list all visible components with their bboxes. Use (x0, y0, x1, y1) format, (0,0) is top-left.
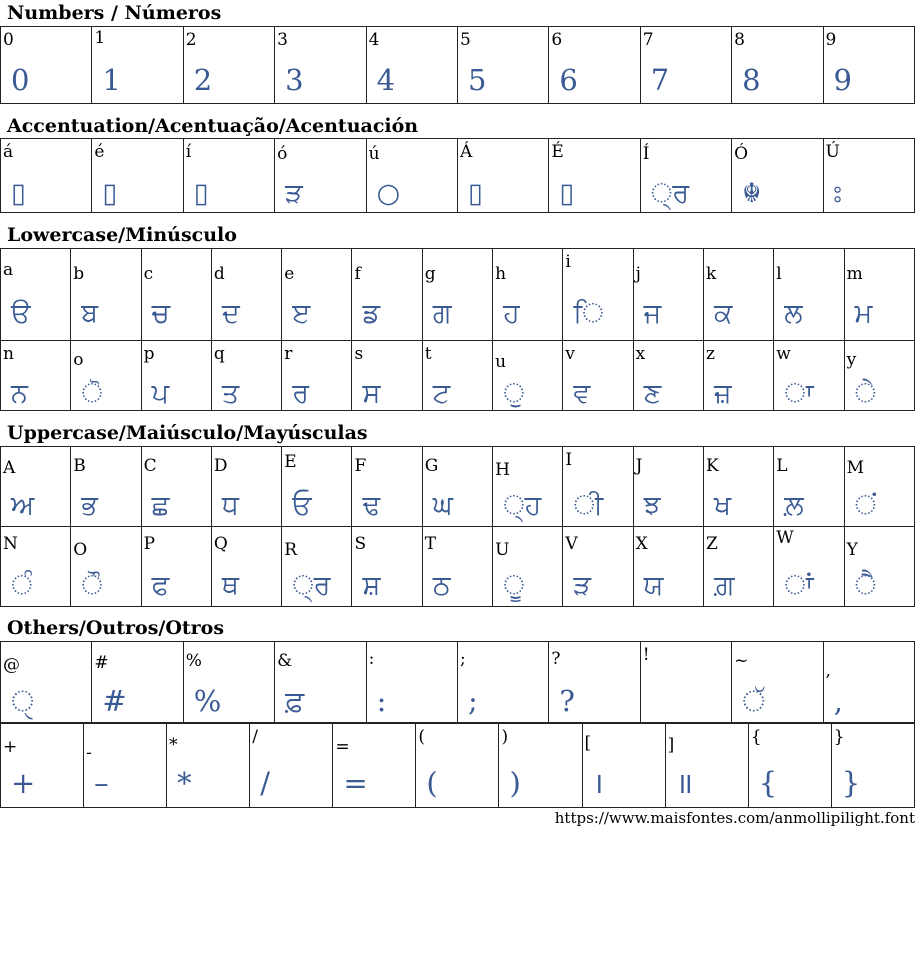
key-label: ) (501, 727, 509, 747)
glyph-cell-lower2-t (422, 341, 492, 411)
glyph-sample: + (11, 766, 36, 800)
glyph-cell-upper1-l (774, 447, 844, 527)
glyph-cell-upper1-e (282, 447, 352, 527)
key-label: S (354, 534, 367, 554)
key-label: x (635, 344, 646, 364)
glyph-cell-upper1-k (703, 447, 773, 527)
key-label: * (169, 735, 178, 755)
glyph-sample: ੍ਰ (650, 178, 690, 209)
key-label: 9 (825, 30, 837, 50)
glyph-cell-accent-c393 (732, 139, 823, 213)
glyph-sample: ੲ (292, 298, 311, 329)
key-label: W (776, 528, 794, 548)
glyph-sample: 8 (742, 63, 761, 97)
glyph-cell-lower2-r (282, 341, 352, 411)
key-label: a (3, 260, 14, 280)
key-label: Í (642, 144, 650, 164)
key-label: F (354, 456, 367, 476)
glyph-sample: ਨ (11, 378, 28, 409)
glyph-cell-upper2-t (422, 527, 492, 607)
glyph-sample: ੱ (742, 684, 766, 718)
key-label: 4 (368, 30, 380, 50)
numbers-grid (0, 26, 915, 104)
glyph-cell-numbers-5 (457, 27, 548, 104)
glyph-sample: ▯ (193, 178, 209, 209)
uppercase-grid (0, 446, 915, 607)
key-label: { (750, 727, 762, 747)
glyph-sample: ⦂ (833, 178, 842, 209)
glyph-sample: ਦ (221, 298, 240, 329)
glyph-sample: % (193, 684, 222, 718)
glyph-cell-lower2-s (352, 341, 422, 411)
glyph-cell-lower1-i (563, 249, 633, 341)
glyph-sample: ਗ਼ (713, 570, 735, 601)
glyph-cell-numbers-4 (366, 27, 457, 104)
glyph-cell-numbers-0 (1, 27, 92, 104)
key-label: z (705, 344, 715, 364)
key-label: Á (459, 142, 473, 162)
glyph-sample: ੰ (11, 570, 33, 601)
key-label: N (3, 534, 18, 554)
glyph-cell-others1-at (1, 642, 92, 723)
glyph-cell-upper2-v (563, 527, 633, 607)
glyph-sample: ਓ (292, 490, 312, 521)
glyph-cell-upper1-b (71, 447, 141, 527)
glyph-cell-upper1-h (493, 447, 563, 527)
glyph-sample: ਖ (713, 490, 732, 521)
section-title-uppercase: Uppercase/Maiúsculo/Mayúsculas (7, 422, 368, 444)
key-label: G (424, 456, 439, 476)
section-title-accentuation: Accentuation/Acentuação/Acentuación (7, 115, 419, 137)
glyph-cell-upper2-q (211, 527, 281, 607)
key-label: e (284, 264, 295, 284)
glyph-sample: ੀ (573, 490, 604, 521)
glyph-cell-numbers-3 (275, 27, 366, 104)
key-label: C (143, 456, 157, 476)
glyph-cell-lower2-w (774, 341, 844, 411)
key-label: k (705, 264, 717, 284)
glyph-sample: { (758, 766, 778, 800)
key-label: H (495, 460, 510, 480)
glyph-cell-others2-slash (250, 724, 333, 808)
glyph-cell-accent-c381 (457, 139, 548, 213)
key-label: 1 (94, 28, 106, 48)
lowercase-grid (0, 248, 915, 411)
glyph-sample: ਲ (784, 298, 803, 329)
key-label: } (833, 727, 845, 747)
glyph-sample: ਰ (292, 378, 309, 409)
glyph-cell-upper1-f (352, 447, 422, 527)
glyph-sample: ( (426, 766, 438, 800)
glyph-sample: ੋ (81, 378, 103, 409)
glyph-cell-lower1-d (211, 249, 281, 341)
glyph-cell-lower1-g (422, 249, 492, 341)
glyph-cell-numbers-9 (823, 27, 914, 104)
key-label: n (3, 344, 14, 364)
glyph-sample: = (343, 766, 368, 800)
glyph-cell-upper2-z (703, 527, 773, 607)
glyph-sample: ਾਂ (784, 570, 814, 601)
key-label: 3 (277, 30, 288, 50)
section-title-lowercase: Lowercase/Minúsculo (7, 224, 237, 246)
key-label: 5 (459, 30, 471, 50)
glyph-sample: 1 (102, 63, 121, 97)
key-label: [ (584, 733, 592, 753)
glyph-sample: ਛ (151, 490, 170, 521)
glyph-sample: ○ (376, 178, 401, 209)
glyph-sample: ; (467, 684, 478, 718)
key-label: d (213, 264, 225, 284)
glyph-cell-lower2-y (844, 341, 914, 411)
glyph-sample: ੜ (573, 570, 592, 601)
glyph-sample: ਫ਼ (285, 684, 305, 718)
glyph-sample: ਥ (221, 570, 240, 601)
source-url: https://www.maisfontes.com/anmollipilight.font (554, 809, 915, 827)
glyph-cell-upper1-c (141, 447, 211, 527)
glyph-sample: ਠ (432, 570, 451, 601)
section-title-numbers: Numbers / Números (7, 2, 222, 24)
glyph-cell-upper2-u (493, 527, 563, 607)
key-label: p (143, 344, 155, 364)
glyph-sample: – (94, 766, 109, 800)
key-label: h (495, 264, 507, 284)
glyph-cell-lower2-x (633, 341, 703, 411)
key-label: Q (213, 534, 228, 554)
glyph-sample: ੍ਰ (292, 570, 331, 601)
key-label: X (635, 534, 648, 554)
glyph-cell-numbers-8 (732, 27, 823, 104)
key-label: u (495, 352, 507, 372)
glyph-cell-others1-tilde (732, 642, 823, 723)
glyph-sample: ਂ (854, 490, 877, 521)
glyph-cell-others2-rbracket (665, 724, 748, 808)
glyph-sample: ਹ (503, 298, 520, 329)
key-label: ] (667, 735, 675, 755)
key-label: i (565, 252, 571, 272)
key-label: í (185, 142, 192, 162)
accentuation-grid (0, 138, 915, 213)
glyph-sample: ਪ (151, 378, 170, 409)
glyph-cell-lower1-l (774, 249, 844, 341)
key-label: O (73, 540, 88, 560)
key-label: B (73, 456, 86, 476)
glyph-cell-lower1-f (352, 249, 422, 341)
key-label: 6 (551, 30, 563, 50)
key-label: l (776, 264, 782, 284)
key-label: y (846, 350, 857, 370)
glyph-cell-others1-hash (92, 642, 183, 723)
glyph-cell-others2-asterisk (167, 724, 250, 808)
glyph-sample: ੜ (285, 178, 303, 209)
glyph-cell-others1-percent (183, 642, 274, 723)
key-label: K (705, 456, 719, 476)
glyph-sample: ੂ (503, 570, 525, 601)
glyph-cell-accent-c3ad (183, 139, 274, 213)
key-label: r (284, 344, 293, 364)
key-label: ( (418, 727, 426, 747)
glyph-cell-upper2-x (633, 527, 703, 607)
glyph-cell-others2-lbrace (748, 724, 831, 808)
glyph-cell-accent-c39a (823, 139, 914, 213)
glyph-cell-accent-c38d (640, 139, 731, 213)
others-grid-2 (0, 723, 915, 808)
glyph-sample: ਸ਼ (362, 570, 381, 601)
glyph-sample: ਾ (784, 378, 814, 409)
glyph-sample: 6 (559, 63, 578, 97)
key-label: 8 (734, 30, 745, 50)
key-label: + (3, 737, 18, 757)
glyph-sample: ॥ (675, 766, 693, 800)
glyph-sample: ਮ (854, 298, 873, 329)
glyph-sample: ਕ (713, 298, 733, 329)
key-label: L (776, 456, 788, 476)
glyph-sample: ਬ (81, 298, 99, 329)
glyph-sample: ਜ (643, 298, 662, 329)
key-label: m (846, 264, 863, 284)
glyph-sample: ਸ (362, 378, 381, 409)
key-label: á (3, 142, 14, 162)
glyph-cell-upper1-g (422, 447, 492, 527)
key-label: D (213, 456, 228, 476)
glyph-cell-others1-colon (366, 642, 457, 723)
key-label: w (776, 344, 791, 364)
glyph-cell-lower2-n (1, 341, 71, 411)
glyph-sample: ਢ (362, 490, 381, 521)
glyph-sample: ਗ (432, 298, 452, 329)
key-label: j (635, 264, 641, 284)
glyph-sample: 9 (833, 63, 852, 97)
others-grid-1 (0, 641, 915, 723)
glyph-sample: ▯ (559, 178, 575, 209)
glyph-sample: ਲ਼ (784, 490, 804, 521)
glyph-sample: ਟ (432, 378, 451, 409)
glyph-cell-others2-lparen (416, 724, 499, 808)
key-label: & (277, 651, 293, 671)
key-label: I (565, 450, 573, 470)
key-label: c (143, 264, 154, 284)
glyph-sample: ੑ (11, 684, 35, 718)
key-label: b (73, 264, 85, 284)
glyph-cell-upper1-m (844, 447, 914, 527)
key-label: Y (846, 540, 858, 560)
glyph-cell-upper1-a (1, 447, 71, 527)
glyph-cell-lower1-e (282, 249, 352, 341)
glyph-cell-upper1-i (563, 447, 633, 527)
glyph-sample: 2 (193, 63, 213, 97)
key-label: s (354, 344, 364, 364)
glyph-sample: ੇ (854, 378, 877, 409)
key-label: % (185, 651, 202, 671)
glyph-cell-others1-amp (275, 642, 366, 723)
glyph-sample: ‚ (833, 684, 843, 718)
glyph-sample: ? (559, 684, 575, 718)
glyph-sample: ਚ (151, 298, 170, 329)
key-label: ~ (734, 651, 749, 671)
key-label: E (284, 452, 297, 472)
key-label: f (354, 264, 361, 284)
key-label: T (424, 534, 437, 554)
key-label: Z (705, 534, 718, 554)
glyph-sample: ▯ (11, 178, 26, 209)
glyph-sample: ੳ (11, 298, 31, 329)
glyph-cell-upper2-s (352, 527, 422, 607)
glyph-cell-lower2-p (141, 341, 211, 411)
glyph-cell-others2-rbrace (831, 724, 914, 808)
glyph-sample: # (102, 684, 127, 718)
key-label: U (495, 540, 510, 560)
glyph-cell-others1-comma (823, 642, 914, 723)
glyph-sample: / (260, 766, 271, 800)
glyph-cell-numbers-2 (183, 27, 274, 104)
key-label: R (284, 540, 297, 560)
section-title-others: Others/Outros/Otros (7, 617, 225, 639)
glyph-cell-lower2-v (563, 341, 633, 411)
key-label: Ú (825, 142, 840, 162)
glyph-cell-lower1-m (844, 249, 914, 341)
key-label: ; (459, 649, 466, 669)
glyph-cell-lower1-a (1, 249, 71, 341)
key-label: 7 (642, 30, 654, 50)
glyph-sample: ਿ (573, 298, 604, 329)
glyph-sample: ▯ (102, 178, 118, 209)
glyph-sample: ੁ (503, 378, 525, 409)
glyph-sample: ) (509, 766, 521, 800)
key-label: J (635, 456, 643, 476)
glyph-cell-accent-c3ba (366, 139, 457, 213)
glyph-sample: ਘ (432, 490, 453, 521)
glyph-cell-accent-c389 (549, 139, 640, 213)
key-label: @ (3, 655, 20, 675)
glyph-cell-accent-c3b3 (275, 139, 366, 213)
glyph-sample: 4 (376, 63, 396, 97)
glyph-sample: 7 (650, 63, 670, 97)
glyph-sample: । (592, 766, 604, 800)
key-label: g (424, 264, 436, 284)
glyph-cell-lower2-q (211, 341, 281, 411)
glyph-cell-accent-c3a1 (1, 139, 92, 213)
glyph-cell-lower2-z (703, 341, 773, 411)
glyph-cell-upper2-o (71, 527, 141, 607)
glyph-sample: ਡ (362, 298, 381, 329)
key-label: V (565, 534, 578, 554)
key-label: P (143, 534, 156, 554)
glyph-sample: 0 (11, 63, 30, 97)
key-label: # (94, 653, 109, 673)
glyph-cell-lower2-u (493, 341, 563, 411)
key-label: ú (368, 144, 380, 164)
key-label: 2 (185, 30, 197, 50)
glyph-sample: ਣ (643, 378, 662, 409)
glyph-sample: ਫ (151, 570, 170, 601)
glyph-sample: ▯ (467, 178, 483, 209)
glyph-sample: ਭ (81, 490, 98, 521)
glyph-cell-upper2-n (1, 527, 71, 607)
key-label: / (252, 727, 258, 747)
glyph-sample: ਝ (643, 490, 661, 521)
glyph-sample: ਜ਼ (713, 378, 732, 409)
glyph-cell-others2-minus (84, 724, 167, 808)
glyph-cell-others2-lbracket (582, 724, 665, 808)
glyph-sample: ਧ (221, 490, 239, 521)
glyph-cell-lower1-b (71, 249, 141, 341)
key-label: ? (551, 649, 561, 669)
glyph-cell-others1-question (549, 642, 640, 723)
glyph-cell-others2-equals (333, 724, 416, 808)
glyph-cell-accent-c3a9 (92, 139, 183, 213)
glyph-cell-others2-plus (1, 724, 84, 808)
glyph-sample: 5 (467, 63, 487, 97)
glyph-cell-upper2-r (282, 527, 352, 607)
key-label: q (213, 344, 225, 364)
key-label: = (335, 737, 350, 757)
key-label: M (846, 458, 864, 478)
glyph-sample: * (177, 766, 192, 800)
glyph-cell-numbers-7 (640, 27, 731, 104)
key-label: é (94, 142, 105, 162)
key-label: o (73, 350, 84, 370)
glyph-cell-lower1-j (633, 249, 703, 341)
glyph-sample: ਅ (11, 490, 35, 521)
glyph-cell-upper2-w (774, 527, 844, 607)
glyph-cell-lower1-h (493, 249, 563, 341)
key-label: , (825, 661, 831, 681)
key-label: ó (277, 144, 288, 164)
glyph-cell-lower1-k (703, 249, 773, 341)
glyph-cell-lower2-o (71, 341, 141, 411)
glyph-sample: ੍ਹ (503, 490, 542, 521)
glyph-sample: ਤ (221, 378, 240, 409)
glyph-sample: ☬ (742, 178, 762, 209)
glyph-cell-others1-semicolon (457, 642, 548, 723)
key-label: : (368, 649, 375, 669)
key-label: v (565, 344, 575, 364)
key-label: t (424, 344, 432, 364)
glyph-sample: ਯ (643, 570, 664, 601)
glyph-cell-lower1-c (141, 249, 211, 341)
glyph-cell-upper2-p (141, 527, 211, 607)
glyph-sample: ਵ (573, 378, 591, 409)
glyph-cell-upper1-d (211, 447, 281, 527)
key-label: É (551, 142, 564, 162)
glyph-cell-others2-rparen (499, 724, 582, 808)
glyph-sample: } (841, 766, 861, 800)
glyph-sample: ੌ (81, 570, 103, 601)
glyph-cell-others1-exclaim (640, 642, 731, 723)
glyph-sample: ੈ (854, 570, 877, 601)
key-label: Ó (734, 144, 749, 164)
glyph-cell-numbers-6 (549, 27, 640, 104)
key-label: ! (642, 645, 650, 665)
key-label: - (86, 743, 92, 763)
glyph-cell-upper2-y (844, 527, 914, 607)
key-label: A (3, 458, 16, 478)
glyph-cell-upper1-j (633, 447, 703, 527)
key-label: 0 (3, 30, 14, 50)
glyph-cell-numbers-1 (92, 27, 183, 104)
glyph-sample: : (376, 684, 387, 718)
glyph-sample: 3 (285, 63, 304, 97)
